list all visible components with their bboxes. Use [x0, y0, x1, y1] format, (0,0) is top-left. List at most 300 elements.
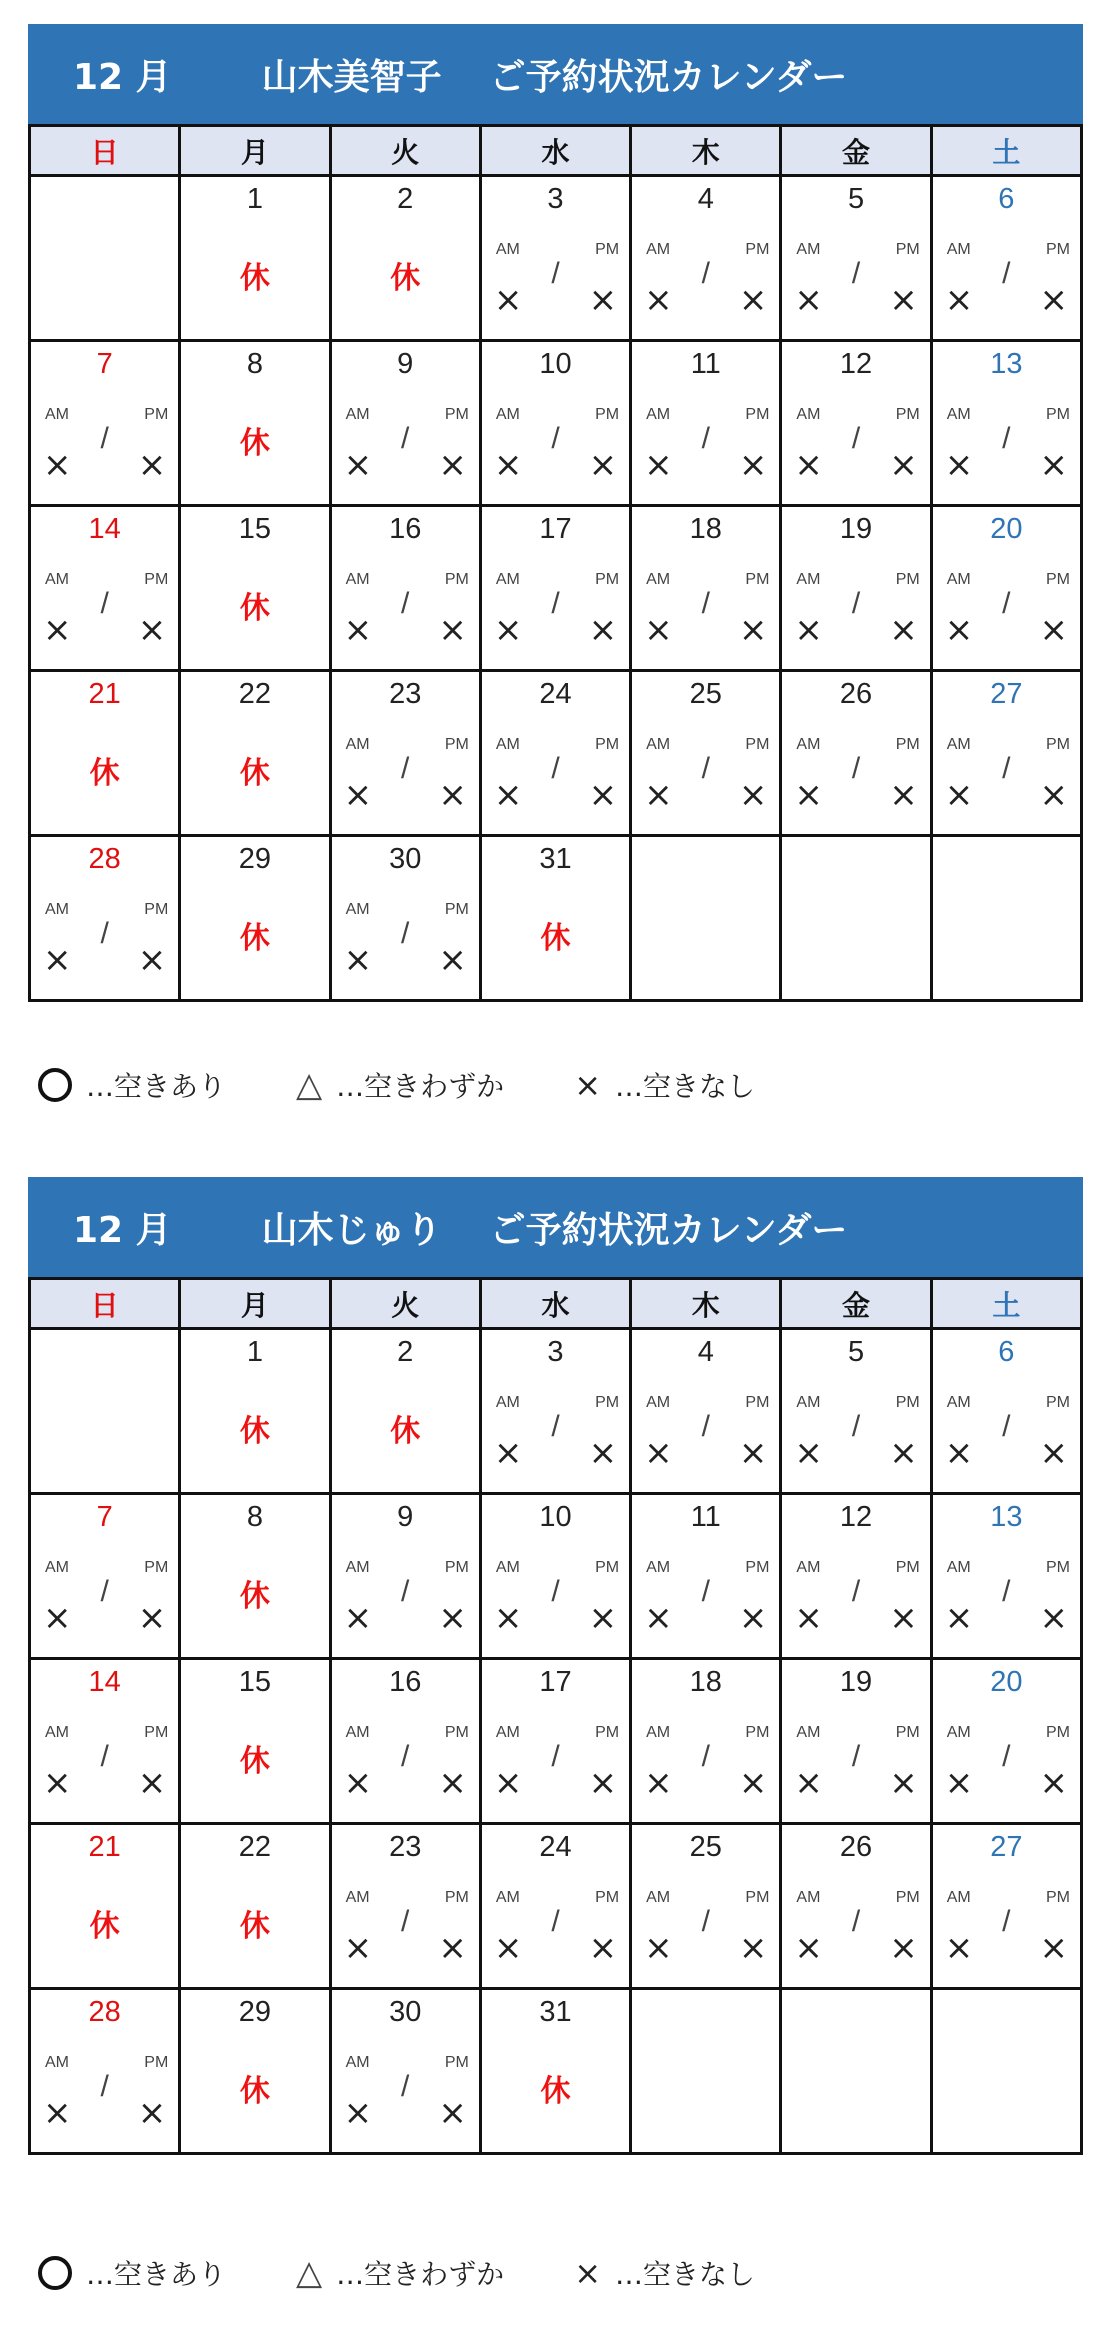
day-cell — [30, 1494, 180, 1659]
closed-label: 休 — [239, 921, 270, 956]
am-label: AM — [495, 1394, 520, 1411]
am-status: × — [343, 940, 373, 980]
weekday-header: 土 — [931, 126, 1081, 176]
day-number: 14 — [88, 513, 121, 545]
triangle-icon: △ — [296, 2253, 323, 2293]
pm-status: × — [438, 2093, 467, 2133]
am-label: AM — [345, 406, 370, 423]
calendar-person-name: 山木じゅり — [261, 1209, 442, 1251]
day-number: 28 — [88, 843, 121, 875]
am-label: AM — [495, 1559, 520, 1576]
am-status: × — [644, 1763, 673, 1803]
pm-label: PM — [595, 241, 620, 258]
empty-day-cell — [30, 176, 180, 341]
day-number: 21 — [88, 678, 121, 710]
am-pm-divider: / — [401, 587, 410, 620]
day-cell — [480, 176, 630, 341]
week-row — [30, 1494, 1082, 1659]
day-cell — [480, 506, 630, 671]
am-label: AM — [946, 1889, 971, 1906]
am-status: × — [343, 1598, 373, 1638]
am-pm-divider: / — [851, 422, 861, 455]
weekday-header: 金 — [781, 1279, 931, 1329]
am-status: × — [644, 445, 673, 485]
triangle-icon: △ — [296, 1065, 323, 1105]
day-cell — [30, 1659, 180, 1824]
am-pm-divider: / — [551, 1575, 560, 1608]
pm-status: × — [588, 1928, 618, 1968]
am-status: × — [43, 2093, 72, 2133]
calendar-title-bar — [28, 1177, 1083, 1277]
am-pm-divider: / — [551, 1740, 560, 1773]
pm-label: PM — [1046, 1724, 1070, 1741]
am-status: × — [644, 775, 673, 815]
am-status: × — [43, 1763, 72, 1803]
calendar-subtitle: ご予約状況カレンダー — [489, 1209, 848, 1251]
am-label: AM — [796, 241, 821, 258]
pm-status: × — [588, 610, 618, 650]
day-cell — [480, 1494, 630, 1659]
day-number: 9 — [397, 1501, 414, 1533]
day-number: 30 — [389, 843, 422, 875]
day-cell — [330, 1329, 480, 1494]
day-cell — [931, 1824, 1081, 1989]
day-cell — [781, 1494, 931, 1659]
legend-text: …空きなし — [615, 1070, 756, 1103]
pm-status: × — [137, 445, 167, 485]
am-label: AM — [345, 901, 370, 918]
day-number: 5 — [847, 1336, 865, 1368]
am-label: AM — [796, 736, 821, 753]
pm-status: × — [438, 1598, 467, 1638]
legend-text: …空きあり — [86, 2258, 227, 2291]
am-label: AM — [796, 406, 821, 423]
pm-status: × — [438, 940, 467, 980]
day-cell — [30, 836, 180, 1001]
pm-status: × — [588, 775, 618, 815]
legend-2 — [38, 2248, 755, 2298]
day-cell — [631, 506, 781, 671]
pm-status: × — [738, 775, 768, 815]
am-label: AM — [495, 1889, 520, 1906]
weekday-header: 日 — [30, 1279, 180, 1329]
closed-label: 休 — [239, 756, 270, 791]
day-number: 20 — [990, 513, 1023, 545]
am-pm-divider: / — [701, 1575, 710, 1608]
calendar-person-name: 山木美智子 — [261, 56, 442, 98]
closed-label: 休 — [239, 261, 270, 296]
pm-label: PM — [444, 901, 469, 918]
closed-label: 休 — [239, 1579, 270, 1614]
am-label: AM — [495, 1724, 520, 1741]
day-cell — [180, 176, 330, 341]
day-cell — [180, 836, 330, 1001]
am-label: AM — [495, 571, 520, 588]
circle-icon — [38, 2256, 72, 2290]
am-pm-divider: / — [701, 257, 710, 290]
am-label: AM — [45, 571, 69, 588]
am-label: AM — [796, 571, 821, 588]
am-label: AM — [345, 736, 370, 753]
day-number: 26 — [839, 678, 873, 710]
day-cell — [781, 506, 931, 671]
pm-label: PM — [895, 406, 920, 423]
am-label: AM — [345, 1559, 370, 1576]
am-label: AM — [796, 1559, 821, 1576]
day-cell — [180, 671, 330, 836]
am-status: × — [493, 775, 523, 815]
pm-status: × — [738, 1598, 768, 1638]
am-pm-divider: / — [1002, 587, 1011, 620]
pm-label: PM — [1046, 1889, 1070, 1906]
am-status: × — [43, 1598, 72, 1638]
pm-label: PM — [1046, 241, 1070, 258]
day-number: 9 — [397, 348, 414, 380]
pm-label: PM — [595, 571, 620, 588]
day-cell — [330, 506, 480, 671]
circle-icon — [38, 1068, 72, 1102]
legend-1 — [38, 1060, 755, 1110]
pm-label: PM — [1046, 406, 1070, 423]
day-number: 10 — [539, 1501, 572, 1533]
day-number: 4 — [697, 183, 714, 215]
pm-status: × — [1039, 775, 1068, 815]
pm-label: PM — [895, 1394, 920, 1411]
pm-label: PM — [595, 406, 620, 423]
weekday-header: 月 — [180, 1279, 330, 1329]
pm-status: × — [137, 1598, 167, 1638]
am-pm-divider: / — [851, 1740, 861, 1773]
am-status: × — [493, 610, 523, 650]
am-status: × — [644, 1598, 673, 1638]
pm-status: × — [738, 1928, 768, 1968]
weekday-header: 木 — [631, 1279, 781, 1329]
am-pm-divider: / — [100, 1575, 109, 1608]
am-status: × — [343, 775, 373, 815]
day-cell — [480, 671, 630, 836]
am-label: AM — [45, 1559, 69, 1576]
pm-label: PM — [745, 571, 770, 588]
day-cell — [781, 1329, 931, 1494]
pm-status: × — [137, 1763, 167, 1803]
closed-label: 休 — [390, 261, 421, 296]
day-cell — [931, 1329, 1081, 1494]
pm-status: × — [1039, 1763, 1068, 1803]
am-pm-divider: / — [1002, 422, 1011, 455]
pm-status: × — [889, 445, 918, 485]
am-pm-divider: / — [1002, 257, 1011, 290]
am-pm-divider: / — [851, 1410, 861, 1443]
am-label: AM — [345, 1889, 370, 1906]
am-status: × — [794, 1928, 823, 1968]
am-status: × — [493, 1433, 523, 1473]
am-pm-divider: / — [851, 257, 861, 290]
weekday-header: 日 — [30, 126, 180, 176]
day-cell — [631, 671, 781, 836]
day-number: 19 — [839, 513, 873, 545]
day-number: 11 — [690, 1501, 721, 1533]
pm-label: PM — [1046, 1394, 1070, 1411]
day-cell — [330, 1494, 480, 1659]
pm-status: × — [137, 940, 167, 980]
am-label: AM — [646, 736, 671, 753]
am-status: × — [944, 775, 974, 815]
am-label: AM — [495, 406, 520, 423]
am-pm-divider: / — [401, 1905, 410, 1938]
pm-status: × — [438, 1928, 467, 1968]
am-status: × — [944, 445, 974, 485]
am-label: AM — [946, 736, 971, 753]
pm-status: × — [738, 610, 768, 650]
day-number: 31 — [539, 843, 572, 875]
day-cell — [931, 341, 1081, 506]
am-label: AM — [495, 736, 520, 753]
pm-label: PM — [745, 1394, 770, 1411]
am-pm-divider: / — [701, 752, 710, 785]
pm-label: PM — [144, 1559, 169, 1576]
weekday-header: 火 — [330, 126, 480, 176]
pm-label: PM — [895, 1559, 920, 1576]
am-pm-divider: / — [100, 422, 109, 455]
day-number: 17 — [539, 513, 572, 545]
am-status: × — [794, 1763, 823, 1803]
am-status: × — [794, 1598, 823, 1638]
day-number: 16 — [389, 513, 422, 545]
am-label: AM — [646, 1724, 671, 1741]
am-pm-divider: / — [551, 587, 560, 620]
day-number: 27 — [990, 678, 1023, 710]
day-cell — [30, 671, 180, 836]
pm-label: PM — [895, 241, 920, 258]
day-number: 12 — [839, 1501, 873, 1533]
am-pm-divider: / — [1002, 752, 1011, 785]
day-cell — [781, 671, 931, 836]
pm-status: × — [588, 1598, 618, 1638]
day-cell — [180, 506, 330, 671]
pm-status: × — [1039, 1928, 1068, 1968]
am-status: × — [794, 445, 823, 485]
weekday-header: 金 — [781, 126, 931, 176]
day-cell — [931, 671, 1081, 836]
calendar-2 — [28, 1177, 1083, 2155]
pm-status: × — [738, 1763, 768, 1803]
day-number: 1 — [246, 183, 263, 215]
closed-label: 休 — [239, 426, 270, 461]
pm-label: PM — [444, 1559, 469, 1576]
pm-label: PM — [595, 1724, 620, 1741]
day-number: 18 — [689, 513, 722, 545]
am-pm-divider: / — [851, 1575, 861, 1608]
closed-label: 休 — [540, 2074, 571, 2109]
am-pm-divider: / — [401, 1740, 410, 1773]
day-number: 16 — [389, 1666, 422, 1698]
week-row — [30, 506, 1082, 671]
day-cell — [30, 1989, 180, 2154]
empty-day-cell — [931, 836, 1081, 1001]
am-pm-divider: / — [701, 1410, 710, 1443]
pm-label: PM — [745, 1724, 770, 1741]
am-label: AM — [646, 406, 671, 423]
day-number: 12 — [839, 348, 873, 380]
empty-day-cell — [781, 1989, 931, 2154]
day-number: 8 — [246, 348, 263, 380]
pm-status: × — [438, 445, 467, 485]
am-pm-divider: / — [701, 1905, 710, 1938]
am-label: AM — [345, 571, 370, 588]
am-label: AM — [646, 1889, 671, 1906]
day-number: 14 — [88, 1666, 121, 1698]
day-number: 29 — [238, 843, 272, 875]
pm-status: × — [889, 280, 918, 320]
day-cell — [330, 671, 480, 836]
day-cell — [631, 1329, 781, 1494]
pm-label: PM — [144, 406, 169, 423]
am-pm-divider: / — [401, 1575, 410, 1608]
day-number: 4 — [697, 1336, 714, 1368]
day-number: 20 — [990, 1666, 1023, 1698]
pm-status: × — [1039, 445, 1068, 485]
day-cell — [480, 1329, 630, 1494]
legend-item-few — [296, 2253, 504, 2293]
day-cell — [180, 1659, 330, 1824]
pm-status: × — [137, 2093, 167, 2133]
calendar-grid — [28, 1277, 1083, 2155]
empty-day-cell — [30, 1329, 180, 1494]
pm-status: × — [588, 1433, 618, 1473]
pm-status: × — [889, 1763, 918, 1803]
day-number: 25 — [689, 1831, 722, 1863]
weekday-header-row — [30, 126, 1082, 176]
pm-status: × — [1039, 280, 1068, 320]
am-pm-divider: / — [551, 257, 560, 290]
am-status: × — [43, 940, 72, 980]
day-number: 5 — [847, 183, 865, 215]
am-status: × — [493, 1928, 523, 1968]
day-number: 21 — [88, 1831, 121, 1863]
day-cell — [330, 1824, 480, 1989]
week-row — [30, 1329, 1082, 1494]
pm-status: × — [738, 445, 768, 485]
am-status: × — [343, 2093, 373, 2133]
am-label: AM — [495, 241, 520, 258]
am-status: × — [644, 610, 673, 650]
am-status: × — [343, 610, 373, 650]
am-status: × — [944, 1598, 974, 1638]
am-label: AM — [45, 406, 69, 423]
pm-label: PM — [745, 1559, 770, 1576]
day-cell — [631, 176, 781, 341]
pm-status: × — [1039, 1598, 1068, 1638]
pm-status: × — [438, 610, 467, 650]
day-cell — [30, 506, 180, 671]
am-status: × — [794, 280, 823, 320]
day-number: 28 — [88, 1996, 121, 2028]
day-number: 7 — [96, 1501, 113, 1533]
day-cell — [180, 1494, 330, 1659]
legend-item-few — [296, 1065, 504, 1105]
day-cell — [330, 1659, 480, 1824]
am-status: × — [644, 280, 673, 320]
week-row — [30, 671, 1082, 836]
pm-label: PM — [895, 571, 920, 588]
am-pm-divider: / — [851, 1905, 861, 1938]
am-pm-divider: / — [1002, 1740, 1011, 1773]
legend-item-available — [38, 2253, 226, 2293]
pm-status: × — [1039, 1433, 1068, 1473]
am-pm-divider: / — [851, 587, 861, 620]
legend-item-full — [574, 1065, 755, 1105]
day-number: 31 — [539, 1996, 572, 2028]
day-cell — [480, 1824, 630, 1989]
pm-status: × — [1039, 610, 1068, 650]
am-pm-divider: / — [100, 917, 109, 950]
calendar-title-bar — [28, 24, 1083, 124]
day-number: 19 — [839, 1666, 873, 1698]
closed-label: 休 — [239, 2074, 270, 2109]
pm-label: PM — [144, 2054, 169, 2071]
pm-label: PM — [144, 571, 169, 588]
am-pm-divider: / — [1002, 1905, 1011, 1938]
day-number: 26 — [839, 1831, 873, 1863]
day-cell — [180, 1989, 330, 2154]
day-cell — [931, 176, 1081, 341]
legend-item-full — [574, 2253, 755, 2293]
day-number: 6 — [998, 183, 1015, 215]
day-number: 11 — [690, 348, 721, 380]
am-pm-divider: / — [1002, 1575, 1011, 1608]
calendar-1 — [28, 24, 1083, 1002]
am-status: × — [644, 1928, 673, 1968]
am-pm-divider: / — [401, 752, 410, 785]
weekday-header: 土 — [931, 1279, 1081, 1329]
weekday-header: 水 — [480, 126, 630, 176]
am-pm-divider: / — [551, 422, 560, 455]
pm-label: PM — [895, 1889, 920, 1906]
am-label: AM — [946, 1724, 971, 1741]
pm-label: PM — [144, 901, 169, 918]
day-number: 29 — [238, 1996, 272, 2028]
day-number: 17 — [539, 1666, 572, 1698]
legend-item-available — [38, 1065, 226, 1105]
day-number: 15 — [238, 1666, 272, 1698]
am-label: AM — [946, 1394, 971, 1411]
am-status: × — [794, 610, 823, 650]
pm-label: PM — [444, 1724, 469, 1741]
week-row — [30, 836, 1082, 1001]
day-cell — [480, 1659, 630, 1824]
pm-status: × — [738, 1433, 768, 1473]
am-label: AM — [345, 2054, 370, 2071]
am-label: AM — [946, 406, 971, 423]
pm-label: PM — [1046, 571, 1070, 588]
pm-label: PM — [144, 1724, 169, 1741]
day-number: 23 — [389, 1831, 422, 1863]
day-number: 13 — [990, 1501, 1023, 1533]
pm-label: PM — [745, 1889, 770, 1906]
am-status: × — [343, 1763, 373, 1803]
day-number: 3 — [547, 183, 564, 215]
pm-status: × — [889, 1928, 918, 1968]
day-cell — [781, 341, 931, 506]
am-pm-divider: / — [701, 1740, 710, 1773]
pm-label: PM — [745, 736, 770, 753]
closed-label: 休 — [239, 1909, 270, 1944]
day-cell — [330, 176, 480, 341]
pm-label: PM — [595, 1889, 620, 1906]
am-pm-divider: / — [701, 587, 710, 620]
am-pm-divider: / — [100, 1740, 109, 1773]
am-label: AM — [946, 571, 971, 588]
